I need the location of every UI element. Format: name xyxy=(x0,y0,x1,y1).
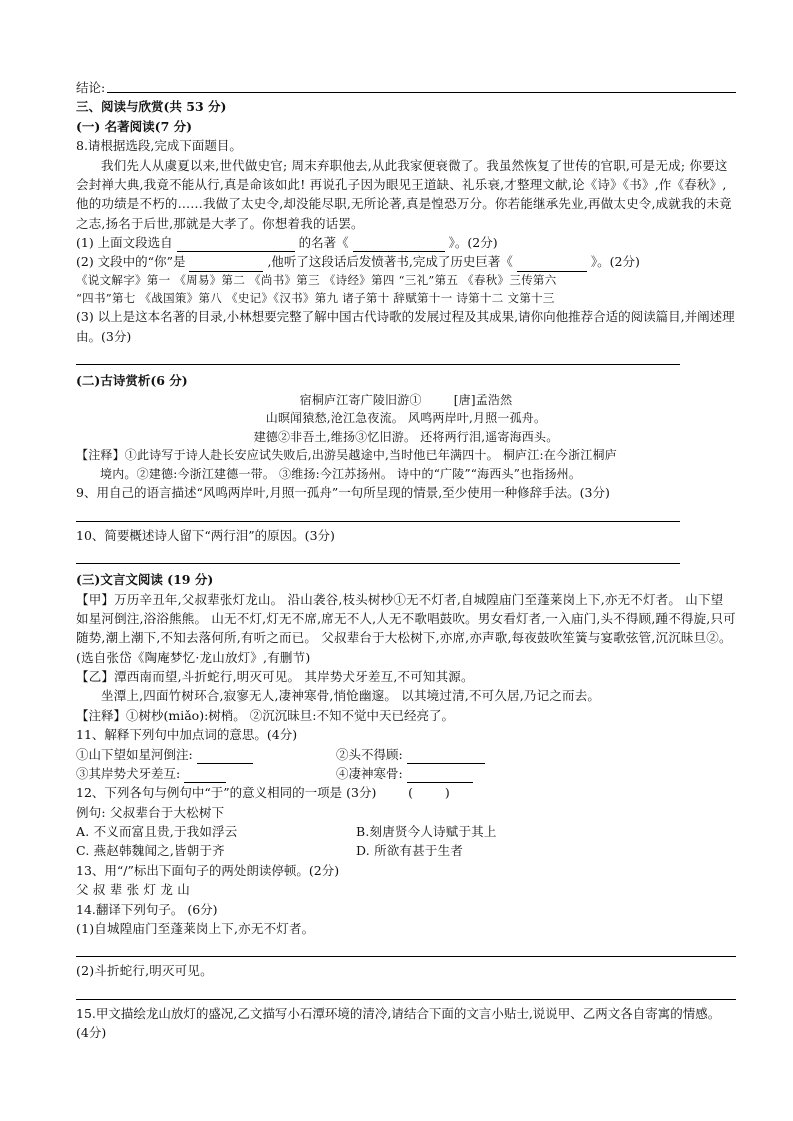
q15: 15.甲文描绘龙山放灯的盛况,乙文描写小石潭环境的清冷,请结合下面的文言小贴士,说说甲、乙两文各自寄寓的情感。 (4分) xyxy=(76,1005,721,1041)
q8-2-text-b: ,他听了这段话后发愤著书,完成了历史巨著《 xyxy=(267,254,513,270)
q8-2-text-c: 》。(2分) xyxy=(590,254,640,270)
q14-2-answer-line[interactable] xyxy=(76,981,736,1000)
q9: 9、用自己的语言描述“风鸣两岸叶,月照一孤舟”一句所呈现的情景,至少使用一种修辞手法。(3分) xyxy=(76,485,610,501)
q10-answer-line[interactable] xyxy=(76,545,680,564)
q14-1-answer-line[interactable] xyxy=(76,938,736,957)
q12-options-row-2 xyxy=(76,841,736,860)
toc-line-2: “四书”第七 《战国策》第八 《史记》《汉书》第九 诸子第十 辞赋第十一 诗第十二 文第十三 xyxy=(76,290,555,305)
poem-line-1: 山暝闻猿愁,沧江急夜流。 风鸣两岸叶,月照一孤舟。 xyxy=(265,411,547,426)
q12-option-d[interactable]: D. 所欲有甚于生者 xyxy=(356,843,464,859)
q8-2-blank-person[interactable] xyxy=(189,257,263,272)
note3: 【注释】①树杪(miǎo):树梢。 ②沉沉昧旦:不知不觉中天已经亮了。 xyxy=(76,707,454,723)
q14: 14.翻译下列句子。 (6分) xyxy=(76,901,218,917)
q11-item-3-blank[interactable] xyxy=(184,768,226,783)
passage-yi-2: 坐潭上,四面竹树环合,寂寥无人,凄神寒骨,悄怆幽邃。 以其境过清,不可久居,乃记之而去。 xyxy=(101,688,601,704)
q12-option-a[interactable]: A. 不义而富且贵,于我如浮云 xyxy=(76,824,238,840)
sub3-title: (三)文言文阅读 (19 分) xyxy=(76,572,214,588)
q13-sentence[interactable]: 父 叔 辈 张 灯 龙 山 xyxy=(76,882,190,898)
q14-1: (1)自城隍庙门至蓬莱岗上下,亦无不灯者。 xyxy=(76,920,315,936)
q11-item-1 xyxy=(76,745,336,764)
q8-3-answer-line[interactable] xyxy=(76,346,680,365)
q8-1-blank-author[interactable] xyxy=(177,237,295,252)
q8-1 xyxy=(76,233,736,252)
q8-2-blank-book[interactable] xyxy=(517,257,587,272)
q13: 13、用“/”标出下面句子的两处朗读停顿。(2分) xyxy=(76,862,340,878)
q8-3: (3) 以上是这本名著的目录,小林想要完整了解中国古代诗歌的发展过程及其成果,请你向他推荐合适的阅读篇目,并阐述理由。(3分) xyxy=(76,309,735,344)
q11-item-3-label: ③其岸势犬牙差互: xyxy=(76,765,181,781)
q12-example: 例句: 父叔辈台于大松树下 xyxy=(76,804,225,820)
passage1: 我们先人从虞夏以来,世代做史官; 周末弃职他去,从此我家便衰微了。我虽然恢复了世传的官职,可是无成; 你要这会封禅大典,我竟不能从行,真是命该如此! 再说孔子因为眼见王道缺、礼乐衰,才整理文献,论《诗》《书》,作《春秋》,他的功绩是不朽的……我做了太史令,却没能尽职,无所论著,真是惶恐万分。你若能继承先业,再做太史令,成就我的未竟之志,扬名于后世,那就是大孝了。你想着我的话罢。 xyxy=(76,157,732,231)
conclusion-row xyxy=(76,78,736,97)
poem-line-2: 建德②非吾土,维扬③忆旧游。 还将两行泪,遥寄海西头。 xyxy=(253,429,559,444)
q11-row-1 xyxy=(76,745,736,764)
q8-prompt: 8.请根据选段,完成下面题目。 xyxy=(76,138,242,154)
passage-yi-1: 【乙】潭西南而望,斗折蛇行,明灭可见。 其岸势犬牙差互,不可知其源。 xyxy=(76,669,474,685)
passage-jia: 【甲】万历辛丑年,父叔辈张灯龙山。 沿山袭谷,枝头树杪①无不灯者,自城隍庙门至蓬莱岗上下,亦无不灯者。 山下望如星河倒注,浴浴熊熊。 山无不灯,灯无不席,席无不人,人无不歌唱鼓吹。男女看灯者,一入庙门,头不得顾,踵不得旋,只可随势,潮上潮下,不知去落何所,有听之而已。 父叔辈台于大松树下,亦席,亦声歌,每夜鼓吹笙簧与宴歌弦管,沉沉昧旦②。 (选自张岱《陶庵梦忆·龙山放灯》,有删节) xyxy=(76,591,736,665)
sub1-title: (一) 名著阅读(7 分) xyxy=(76,118,193,134)
q9-answer-line[interactable] xyxy=(76,503,680,522)
q8-2-text-a: (2) 文段中的“你”是 xyxy=(76,254,186,270)
q12-option-b[interactable]: B.刻唐贤今人诗赋于其上 xyxy=(356,824,497,840)
q11-item-1-label: ①山下望如星河倒注: xyxy=(76,746,193,762)
exam-page xyxy=(76,78,736,1042)
q8-2 xyxy=(76,252,736,271)
sub2-title: (二)古诗赏析(6 分) xyxy=(76,373,188,389)
poem-title: 宿桐庐江寄广陵旧游① [唐]孟浩然 xyxy=(299,392,513,407)
q11-item-4-label: ④凄神寒骨: xyxy=(336,765,403,781)
toc-line-1: 《说文解字》第一 《周易》第二 《尚书》第三 《诗经》第四 “三礼”第五 《春秋》三传第六 xyxy=(76,272,557,287)
q12-options-row-1 xyxy=(76,822,736,841)
poem-note-1: 【注释】①此诗写于诗人赴长安应试失败后,出游吴越途中,当时他已年满四十。 桐庐江:在今浙江桐庐 xyxy=(76,448,617,463)
q11-item-2 xyxy=(336,745,485,764)
q11: 11、解释下列句中加点词的意思。(4分) xyxy=(76,727,298,743)
q11-item-2-blank[interactable] xyxy=(407,749,485,764)
q10: 10、简要概述诗人留下“两行泪”的原因。(3分) xyxy=(76,527,335,543)
q8-1-text-b: 的名著《 xyxy=(298,235,349,250)
q11-item-1-blank[interactable] xyxy=(197,749,253,764)
q14-2: (2)斗折蛇行,明灭可见。 xyxy=(76,963,213,979)
conclusion-label: 结论: xyxy=(76,80,106,95)
q11-item-2-label: ②头不得顾: xyxy=(336,746,403,762)
conclusion-blank[interactable] xyxy=(107,78,736,93)
q12-option-c[interactable]: C. 燕赵韩魏闻之,皆朝于齐 xyxy=(76,843,225,859)
q11-item-4-blank[interactable] xyxy=(407,768,473,783)
q12: 12、下列各句与例句中“于”的意义相同的一项是 (3分) ( ) xyxy=(76,785,450,801)
q8-1-text-a: (1) 上面文段选自 xyxy=(76,235,173,250)
q11-item-3 xyxy=(76,764,336,783)
q8-1-blank-book[interactable] xyxy=(353,237,445,252)
section3-title: 三、阅读与欣赏(共 53 分) xyxy=(76,99,227,115)
q8-1-text-c: 》。(2分) xyxy=(448,235,498,250)
q11-row-2 xyxy=(76,764,736,783)
poem-note-2: 境内。②建德:今浙江建德一带。 ③维扬:今江苏扬州。 诗中的“广陵”“海西头”也指扬州。 xyxy=(100,466,582,481)
q11-item-4 xyxy=(336,764,473,783)
